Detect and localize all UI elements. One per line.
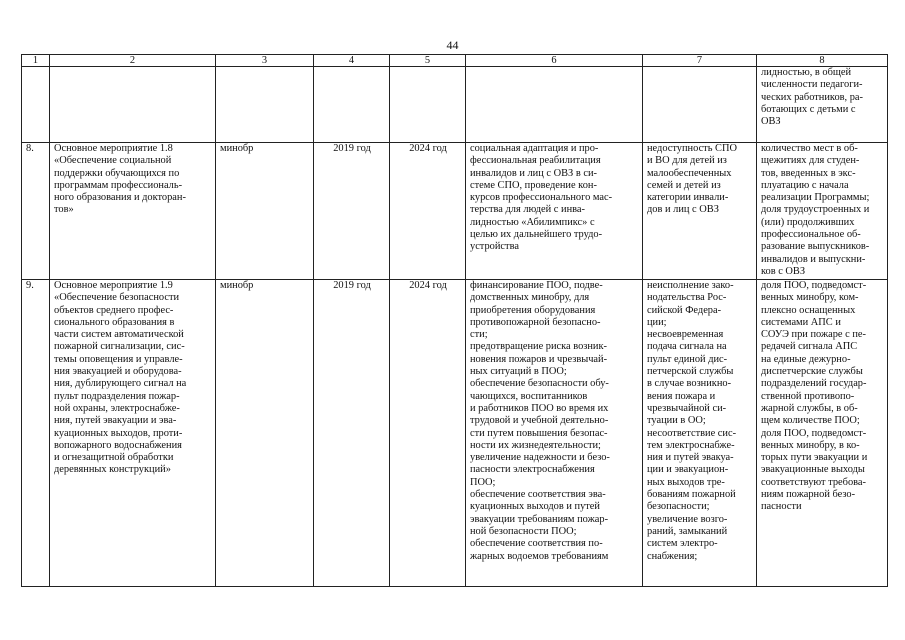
header-cell-7: 7 bbox=[643, 55, 757, 67]
header-cell-8: 8 bbox=[757, 55, 888, 67]
start-year-cell bbox=[314, 67, 390, 143]
expected-result-cell bbox=[466, 67, 643, 143]
consequences-cell: недоступность СПО и ВО для детей из малообеспеченных семей и детей из категории инвали- дов и лиц с ОВЗ bbox=[643, 143, 757, 280]
header-cell-1: 1 bbox=[22, 55, 50, 67]
expected-result-cell: социальная адаптация и про- фессиональная реабилитация инвалидов и лиц с ОВЗ в си- стеме СПО, проведение кон- курсов профессионального мас- терства для людей с инва- лидностью «Абилимпикс» с целью их дальнейшего трудо- устройства bbox=[466, 143, 643, 280]
header-cell-5: 5 bbox=[390, 55, 466, 67]
end-year-cell: 2024 год bbox=[390, 280, 466, 587]
start-year-cell: 2019 год bbox=[314, 143, 390, 280]
activity-name-cell: Основное мероприятие 1.8 «Обеспечение социальной поддержки обучающихся по программам профессиональ- ного образования и докторан- тов» bbox=[50, 143, 216, 280]
consequences-cell bbox=[643, 67, 757, 143]
end-year-cell: 2024 год bbox=[390, 143, 466, 280]
row-number-cell bbox=[22, 67, 50, 143]
table-row-8 bbox=[22, 143, 888, 280]
start-year-cell: 2019 год bbox=[314, 280, 390, 587]
row-number-cell: 9. bbox=[22, 280, 50, 587]
header-cell-4: 4 bbox=[314, 55, 390, 67]
executor-cell: минобр bbox=[216, 143, 314, 280]
executor-cell bbox=[216, 67, 314, 143]
program-activities-table bbox=[21, 54, 888, 587]
header-cell-3: 3 bbox=[216, 55, 314, 67]
indicator-cell: количество мест в об- щежитиях для студен- тов, введенных в экс- плуатацию с начала реализации Программы; доля трудоустроенных и (или) продолживших профессиональное об- разование выпускников- инвалидов и выпускни- ков с ОВЗ bbox=[757, 143, 888, 280]
header-cell-6: 6 bbox=[466, 55, 643, 67]
executor-cell: минобр bbox=[216, 280, 314, 587]
expected-result-cell: финансирование ПОО, подве- домственных минобру, для приобретения оборудования противопожарной безопасно- сти; предотвращение риска возник- новения пожаров и чрезвычай- ных ситуаций в ПОО; обеспечение безопасности обу- чающихся, воспитанников и работников ПОО во время их трудовой и учебной деятельно- сти путем повышения безопас- ности их жизнедеятельности; увеличение надежности и безо- пасности электроснабжения ПОО; обеспечение соответствия эва- куационных выходов и путей эвакуации требованиям пожар- ной безопасности ПОО; обеспечение соответствия по- жарных водоемов требованиям bbox=[466, 280, 643, 587]
table-row-9 bbox=[22, 280, 888, 587]
indicator-cell: доля ПОО, подведомст- венных минобру, ком- плексно оснащенных системами АПС и СОУЭ при пожаре с пе- редачей сигнала АПС на единые дежурно- диспетчерские службы подразделений государ- ственной противопо- жарной службы, в об- щем количестве ПОО; доля ПОО, подведомст- венных минобру, в ко- торых пути эвакуации и эвакуационные выходы соответствуют требова- ниям пожарной безо- пасности bbox=[757, 280, 888, 587]
activity-name-cell: Основное мероприятие 1.9 «Обеспечение безопасности объектов среднего профес- сионального образования в части систем автоматической пожарной сигнализации, сис- темы оповещения и управле- ния эвакуацией и оборудова- ния, дублирующего сигнал на пульт подразделения пожар- ной охраны, электроснабже- ния, путей эвакуации и эва- куационных выходов, проти- вопожарного водоснабжения и огнезащитной обработки деревянных конструкций» bbox=[50, 280, 216, 587]
consequences-cell: неисполнение зако- нодательства Рос- сийской Федера- ции; несвоевременная подача сигнала на пульт единой дис- петчерской службы в случае возникно- вения пожара и чрезвычайной си- туации в ОО; несоответствие сис- тем электроснабже- ния и путей эвакуа- ции и эвакуацион- ных выходов тре- бованиям пожарной безопасности; увеличение возго- раний, замыканий систем электро- снабжения; bbox=[643, 280, 757, 587]
page-number: 44 bbox=[446, 38, 459, 52]
activity-name-cell bbox=[50, 67, 216, 143]
end-year-cell bbox=[390, 67, 466, 143]
table-row-continuation bbox=[22, 67, 888, 143]
table-header-row bbox=[22, 55, 888, 67]
row-number-cell: 8. bbox=[22, 143, 50, 280]
indicator-cell: лидностью, в общей численности педагоги- ческих работников, ра- ботающих с детьми с ОВЗ bbox=[757, 67, 888, 143]
header-cell-2: 2 bbox=[50, 55, 216, 67]
